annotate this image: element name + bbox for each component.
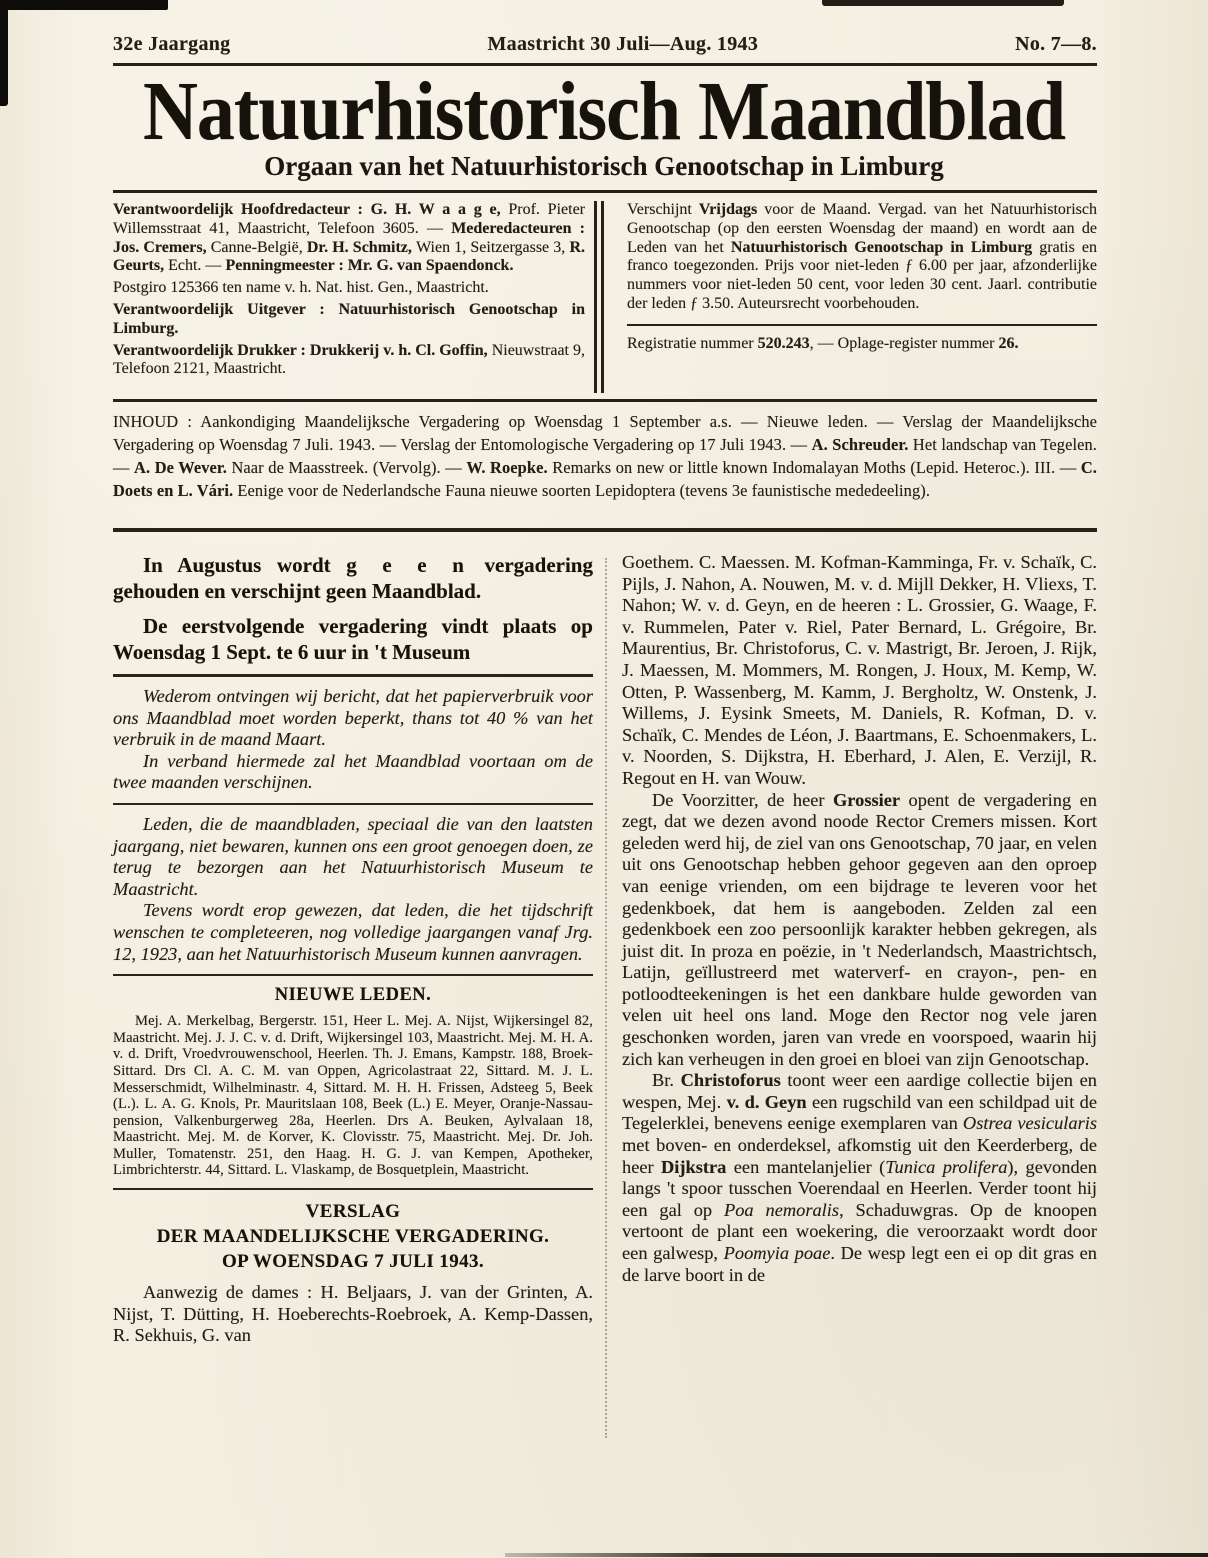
registration-rule [627, 324, 1097, 326]
paper-restriction-notice: Wederom ontvingen wij bericht, dat het papierverbruik voor ons Maandblad moet worden beperkt, thans tot 40 % van het verbruik in de maand Maart. [113, 686, 593, 750]
next-meeting-announcement: De eerstvolgende vergadering vindt plaats op Woensdag 1 Sept. te 6 uur in 't Museum [113, 614, 593, 664]
publisher-text: Verantwoordelijk Uitgever : Natuurhistorisch Genootschap in Limburg. [113, 300, 585, 337]
publication-info-text: Verschijnt Vrijdags voor de Maand. Vergad. van het Natuurhistorisch Genootschap (op den eersten Woensdag der maand) en wordt aan de Leden van het Natuurhistorisch Genootschap in Limburg gratis en franco toegezonden. Prijs voor niet-leden ƒ 6.00 per jaar, afzonderlijke nummers voor niet-leden 50 cent, voor leden 30 cent. Jaarl. contributie der leden ƒ 3.50. Auteursrecht voorbehouden. [627, 201, 1098, 312]
printer-text: Verantwoordelijk Drukker : Drukkerij v. h. Cl. Goffin, Nieuwstraat 9, Telefoon 2121, Maastricht. [113, 341, 585, 378]
right-column [622, 552, 1097, 1286]
registration-text: Registratie nummer 520.243, — Oplage-register nummer 26. [627, 334, 1019, 352]
august-announcement-end: vergadering gehouden en verschijnt geen Maandblad. [113, 553, 593, 603]
editorial-staff-text: Verantwoordelijk Hoofdredacteur : G. H. W a a g e, Prof. Pieter Willemsstraat 41, Maastricht, Telefoon 3605. — Mederedacteuren : Jos. Cremers, Canne-België, Dr. H. Schmitz, Wien 1, Seitzergasse 3, R. Geurts, Echt. — Penningmeester : Mr. G. van Spaendonck. [113, 201, 586, 275]
masthead-editorial-block [113, 201, 585, 397]
meeting-report-heading-line1: VERSLAG [305, 1201, 401, 1223]
left-column [113, 552, 593, 1347]
meeting-report-heading-line2: DER MAANDELIJKSCHE VERGADERING. [156, 1226, 550, 1248]
page-title: Natuurhistorisch Maandblad [142, 65, 1066, 158]
august-announcement-start: In Augustus wordt [143, 553, 347, 577]
scan-artifact-top-strip [822, 0, 1064, 6]
return-copies-notice: Leden, die de maandbladen, speciaal die van den laatsten jaargang, niet bewaren, kunnen ons een groot genoegen doen, ze terug te bezorgen aan het Natuurhistorisch Museum te Maastricht. [113, 813, 593, 899]
volume-label: 32e Jaargang [113, 33, 231, 55]
august-announcement [113, 552, 593, 604]
attendees-paragraph-start: Aanwezig de dames : H. Beljaars, J. van der Grinten, A. Nijst, T. Dütting, H. Hoeberechts-Roebroek, A. Kemp-Dassen, R. Sekhuis, G. van [113, 1282, 593, 1346]
masthead-rule [113, 399, 1097, 402]
page-subtitle: Orgaan van het Natuurhistorisch Genootschap in Limburg [264, 151, 944, 181]
masthead-publication-block [627, 201, 1097, 397]
chairman-opening-paragraph: De Voorzitter, de heer Grossier opent de vergadering en zegt, dat we dezen avond noode Rector Cremers missen. Kort geleden werd hij, de ziel van ons Genootschap, 70 jaar, en velen uit ons Genootschap hebben gehoor gegeven aan den oproep van eenige vrienden, om een bijdrage te leveren voor het gedenkboek, dat hem is aangeboden. Zelden zal een gedenkboek een zoo persoonlijk karakter hebben gekregen, als juist dit. In proza en poëzie, in 't Nederlandsch, Maastrichtsch, Latijn, geïllustreerd met waterverf- en crayon-, pen- en potloodteekeningen is het een dankbare hulde geworden van velen uit heel ons land. Moge den Rector nog vele jaren geschonken worden, jaren van vrede en voorspoed, waarin hij zich kan verheugen in den groei en bloei van zijn Genootschap. [622, 789, 1097, 1069]
divider-rule [113, 803, 593, 805]
meeting-report-heading [113, 1199, 593, 1274]
attendees-paragraph-continued: Goethem. C. Maessen. M. Kofman-Kamminga, Fr. v. Schaïk, C. Pijls, J. Nahon, A. Nouwen, M. v. d. Mijll Dekker, H. Vliexs, T. Nahon; W. v. d. Geyn, en de heeren : L. Grossier, G. Waage, F. v. Rummelen, Pater v. Riel, Pater Bernard, L. Grégoire, Br. Maurentius, Br. Christoforus, C. v. Mastrigt, Br. Jeroen, J. Rijk, J. Maessen, M. Mommers, M. Rongen, J. Houx, M. Kemp, W. Otten, P. Wassenberg, M. Kamm, J. Bergholtz, W. Onstenk, J. Willems, J. Eysink Smeets, M. Daniels, R. Kofman, D. v. Schaïk, C. Mendes de Léon, J. Baartmans, E. Schoenmakers, L. v. Noorden, S. Dijkstra, H. Eberhard, J. Alen, E. Verzijl, R. Regout en H. van Wouw. [622, 552, 1097, 788]
subtitle-rule [113, 190, 1097, 193]
new-members-list: Mej. A. Merkelbag, Bergerstr. 151, Heer L. Mej. A. Nijst, Wijkersingel 82, Maastricht. Mej. J. J. C. v. d. Drift, Wijkersingel 103, Maastricht. Mej. M. H. A. v. d. Drift, Vroedvrouwenschool, Heerlen. Th. J. Emans, Kampstr. 188, Broek-Sittard. Drs Cl. A. C. M. van Oppen, Agricolastraat 22, Sittard. M. J. L. Messerschmidt, Wilhelminastr. 4, Sittard. M. H. H. Frissen, Adsteeg 5, Beek (L.). L. A. G. Knols, Pr. Mauritslaan 108, Beek (L.) E. Meyer, Oranje-Nassau-pension, Valkenburgerweg 28a, Heerlen. Drs A. Beuken, Aylvalaan 18, Maastricht. Mej. M. de Korver, K. Clovisstr. 75, Maastricht. Mej. Dr. Joh. Muller, Tomatenstr. 251, den Haag. H. G. J. van Kempen, Apotheker, Limbrichterstr. 44, Sittard. L. Vlaskamp, de Bosquetplein, Maastricht. [113, 1013, 593, 1179]
table-of-contents: INHOUD : Aankondiging Maandelijksche Vergadering op Woensdag 1 September a.s. — Nieuwe leden. — Verslag der Maandelijksche Vergadering op Woensdag 7 Juli. 1943. — Verslag der Entomologische Vergadering op 17 Juli 1943. — A. Schreuder. Het landschap van Tegelen. — A. De Wever. Naar de Maasstreek. (Vervolg). — W. Roepke. Remarks on new or little known Indomalayan Moths (Lepid. Heteroc.). III. — C. Doets en L. Vári. Eenige voor de Nederlandsche Fauna nieuwe soorten Lepidoptera (tevens 3e faunistische mededeeling). [113, 412, 1097, 500]
scan-artifact-top-left [0, 0, 168, 10]
postgiro-text: Postgiro 125366 ten name v. h. Nat. hist. Gen., Maastricht. [113, 279, 489, 297]
page-header [113, 33, 1097, 56]
bimonthly-notice: In verband hiermede zal het Maandblad voortaan om de twee maanden verschijnen. [113, 750, 593, 793]
column-divider [605, 558, 607, 1438]
article-body [113, 552, 1097, 1458]
masthead [113, 201, 1097, 397]
new-members-heading: NIEUWE LEDEN. [274, 985, 432, 1006]
contents-rule [113, 528, 1097, 532]
meeting-report-heading-line3: OP WOENSDAG 7 JULI 1943. [221, 1251, 485, 1273]
masthead-divider [594, 201, 604, 393]
divider-rule [113, 1188, 593, 1190]
august-announcement-emphasis: g e e n [346, 553, 469, 577]
issue-date-label: Maastricht 30 Juli—Aug. 1943 [487, 33, 759, 55]
divider-rule [113, 674, 593, 677]
scan-artifact-bottom-edge [505, 1553, 1208, 1557]
issue-number-label: No. 7—8. [1015, 33, 1097, 55]
exhibits-paragraph: Br. Christoforus toont weer een aardige collectie bijen en wespen, Mej. v. d. Geyn een rugschild van een schildpad uit de Tegelerklei, benevens eenige exemplaren van Ostrea vesicularis met boven- en onderdeksel, afkomstig uit den Keerderberg, de heer Dijkstra een mantelanjelier (Tunica prolifera), gevonden langs 't spoor tusschen Voerendaal en Heerlen. Verder toont hij een gal op Poa nemoralis, Schaduwgras. Op de knoopen vertoont de plant een woekering, die veroorzaakt wordt door een galwesp, Poomyia poae. De wesp legt een ei op dit gras en de larve boort in de [622, 1070, 1098, 1285]
divider-rule [113, 974, 593, 976]
back-issues-notice: Tevens wordt erop gewezen, dat leden, die het tijdschrift wenschen te completeeren, nog volledige jaargangen vanaf Jrg. 12, 1923, aan het Natuurhistorisch Museum kunnen aanvragen. [113, 900, 593, 964]
